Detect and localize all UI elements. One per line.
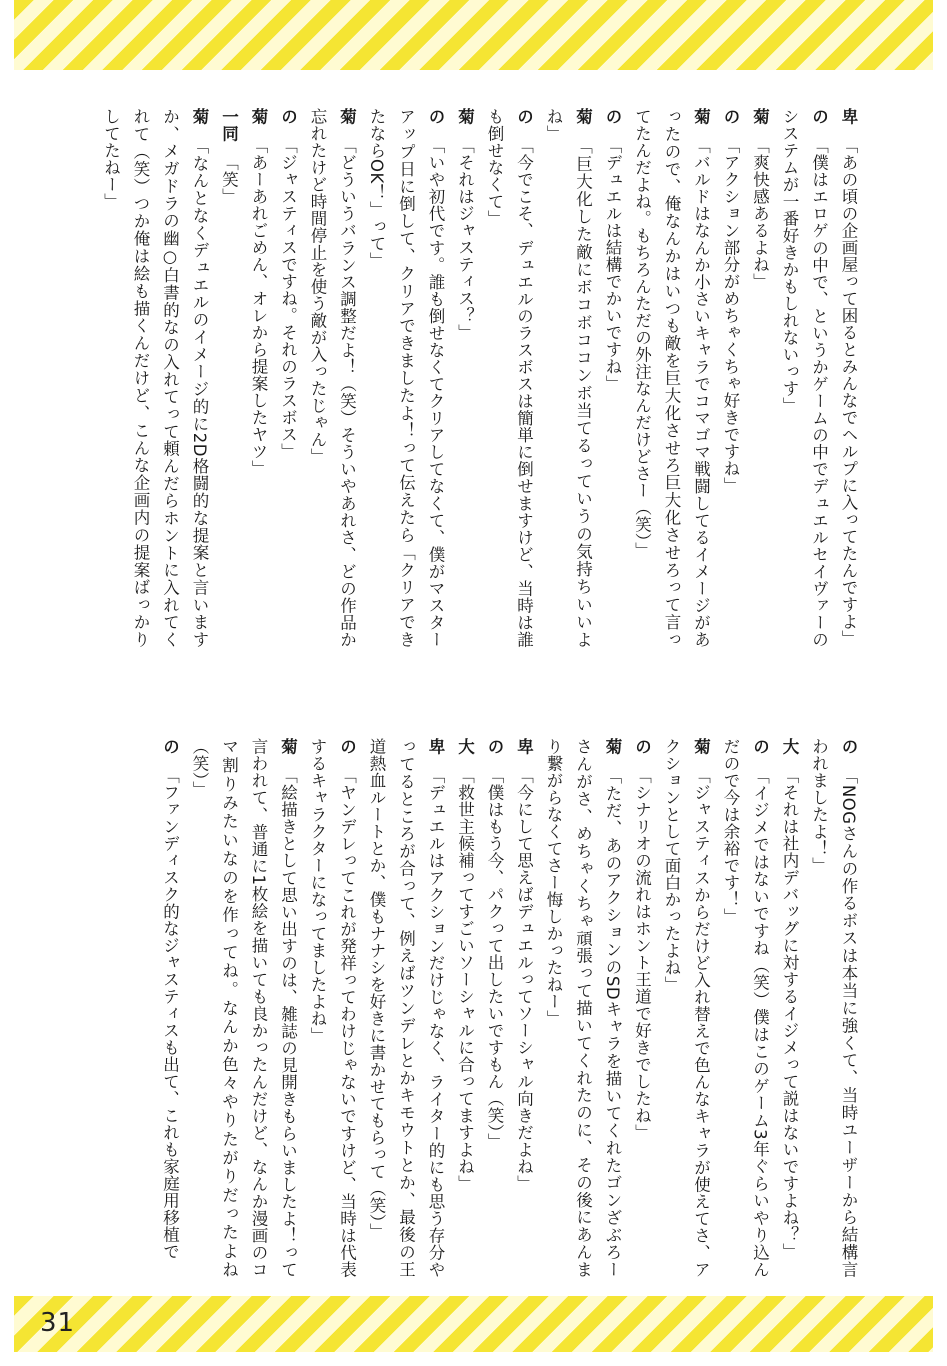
dialogue-line: [303, 108, 362, 648]
speaker-label: の: [337, 738, 357, 756]
dialogue-text: 「いや初代です。誰も倒せなくてクリアしてなくて、僕がマスターアップ日に倒して、クリアできましたよ！って伝えたら「クリアできたならOK！」って」: [367, 108, 445, 648]
dialogue-text: 「絵描きとして思い出すのは、雑誌の見開きもらいましたよ！って言われて、普通に1枚絵を描いても良かったんだけど、なんか漫画のコマ割りみたいなのを作ってね。なんか色々やりたがりだったよね（笑）」: [190, 738, 298, 1278]
dialogue-line: [834, 108, 864, 648]
dialogue-text: 「デュエルは結構でかいですね」: [603, 137, 622, 392]
dialogue-text: 「イジメではないですね（笑）僕はこのゲーム3年ぐらいやり込んだので今は余裕です！」: [721, 738, 770, 1278]
page-number: 31: [40, 1308, 76, 1338]
dialogue-text: 「あーあれごめん、オレから提案したヤツ」: [249, 137, 268, 477]
speaker-label: の: [809, 108, 829, 126]
speaker-label: 菊: [278, 738, 298, 756]
speaker-label: の: [514, 108, 534, 126]
dialogue-line: [214, 108, 244, 648]
dialogue-text: 「バルドはなんか小さいキャラでコマゴマ戦闘してるイメージがあったので、俺なんかはいつも敵を巨大化させろ巨大化させろって言ってたんだよね。もちろんただの外注なんだけどさー（笑）」: [632, 108, 711, 648]
dialogue-line: [745, 108, 775, 648]
speaker-label: の: [160, 738, 180, 755]
speaker-label: 大: [455, 738, 475, 755]
speaker-label: 一同: [219, 108, 239, 142]
dialogue-line: [362, 738, 451, 1278]
dialogue-text: 「ファンディスク的なジャスティスも出て、これも家庭用移植で: [160, 767, 180, 1260]
dialogue-line: [716, 738, 775, 1278]
speaker-label: 大: [780, 738, 799, 755]
dialogue-line: [598, 108, 628, 648]
dialogue-line: [244, 108, 274, 648]
dialogue-line: [450, 738, 480, 1278]
speaker-label: 菊: [603, 738, 622, 756]
dialogue-text: 「デュエルはアクションだけじゃなく、ライター的にも思う存分やってるところが合って、例えばツンデレとかキモウトとか、最後の王道熱血ルートとか、僕もナナシを好きに書かせてもらって（笑）」: [367, 738, 445, 1278]
dialogue-text: 「笑」: [219, 154, 239, 205]
speaker-label: の: [839, 738, 858, 756]
dialogue-text: 「救世主候補ってすごいソーシャルに合ってますよね」: [455, 767, 475, 1192]
dialogue-text: 「なんとなくデュエルのイメージ的に2D格闘的な提案と言いますか、メガドラの幽○白書的なの入れてって頼んだらホントに入れてくれて（笑）つか俺は絵も描くんだけど、こんな企画内の提案ばっかりしてたねー」: [101, 108, 209, 648]
dialogue-text: 「あの頃の企画屋って困るとみんなでヘルプに入ってたんですよ」: [839, 137, 858, 647]
dialogue-line: [716, 108, 746, 648]
dialogue-text: 「ただ、あのアクションのSDキャラを描いてくれたゴンざぶろーさんがさ、めちゃくちゃ頑張って描いてくれたのに、その後にあんまり繋がらなくてさー悔しかったねー」: [544, 738, 622, 1278]
dialogue-line: [657, 738, 716, 1278]
dialogue-text: 「爽快感あるよね」: [750, 137, 770, 290]
interview-block-bottom: [83, 738, 863, 1278]
dialogue-line: [627, 108, 716, 648]
dialogue-text: 「今にして思えばデュエルってソーシャル向きだよね」: [514, 767, 534, 1192]
speaker-label: 卑: [514, 738, 534, 755]
dialogue-text: 「それは社内デバッグに対するイジメって説はないですよね？」: [780, 767, 799, 1260]
dialogue-text: 「ヤンデレってこれが発祥ってわけじゃないですけど、当時は代表するキャラクターになってましたよね」: [308, 738, 357, 1278]
speaker-label: の: [485, 738, 504, 755]
speaker-label: 卑: [839, 108, 858, 125]
interview-block-top: [83, 108, 863, 648]
dialogue-line: [627, 738, 657, 1278]
speaker-label: 菊: [750, 108, 770, 125]
dialogue-line: [155, 738, 185, 1278]
speaker-label: 菊: [573, 108, 593, 126]
dialogue-text: 「僕はもう今、パクって出したいですもん（笑）」: [485, 767, 504, 1150]
top-stripe-band: [14, 0, 933, 70]
dialogue-line: [509, 738, 539, 1278]
speaker-label: 菊: [691, 738, 711, 756]
dialogue-text: 「NOGさんの作るボスは本当に強くて、当時ユーザーから結構言われましたよ！」: [809, 738, 858, 1278]
dialogue-line: [775, 738, 805, 1278]
dialogue-line: [362, 108, 451, 648]
dialogue-text: 「今でこそ、デュエルのラスボスは簡単に倒せますけど、当時は誰も倒せなくて」: [485, 108, 534, 648]
dialogue-line: [273, 108, 303, 648]
dialogue-line: [775, 108, 834, 648]
dialogue-text: 「僕はエロゲの中で、というかゲームの中でデュエルセイヴァーのシステムが一番好きかもしれないっす」: [780, 108, 829, 648]
speaker-label: の: [721, 108, 740, 125]
dialogue-line: [480, 738, 510, 1278]
dialogue-text: 「それはジャスティス？」: [455, 137, 475, 341]
speaker-label: 菊: [337, 108, 357, 126]
dialogue-line: [539, 108, 598, 648]
dialogue-line: [480, 108, 539, 648]
dialogue-text: 「シナリオの流れはホント王道で好きでしたね」: [632, 767, 652, 1141]
speaker-label: の: [426, 108, 445, 126]
dialogue-line: [539, 738, 628, 1278]
speaker-label: 菊: [691, 108, 711, 126]
speaker-label: 菊: [455, 108, 475, 125]
bottom-stripe-band: [14, 1296, 933, 1352]
dialogue-text: 「ジャスティスですね。それのラスボス」: [278, 137, 298, 460]
dialogue-line: [450, 108, 480, 648]
dialogue-text: 「アクション部分がめちゃくちゃ好きですね」: [721, 137, 740, 494]
speaker-label: の: [278, 108, 298, 125]
dialogue-line: [185, 738, 303, 1278]
dialogue-line: [804, 738, 863, 1278]
speaker-label: 菊: [190, 108, 209, 126]
speaker-label: の: [632, 738, 652, 755]
dialogue-text: 「どういうバランス調整だよ！（笑）そういやあれさ、どの作品か忘れたけど時間停止を使う敵が入ったじゃん」: [308, 108, 357, 648]
speaker-label: 卑: [426, 738, 445, 756]
dialogue-text: 「ジャスティスからだけど入れ替えで色んなキャラが使えてさ、アクションとして面白かったよね」: [662, 738, 711, 1278]
speaker-label: 菊: [249, 108, 268, 125]
dialogue-text: 「巨大化した敵にボコボココンボ当てるっていうの気持ちいいよね」: [544, 108, 593, 648]
speaker-label: の: [750, 738, 770, 756]
dialogue-line: [303, 738, 362, 1278]
dialogue-line: [96, 108, 214, 648]
speaker-label: の: [603, 108, 622, 125]
